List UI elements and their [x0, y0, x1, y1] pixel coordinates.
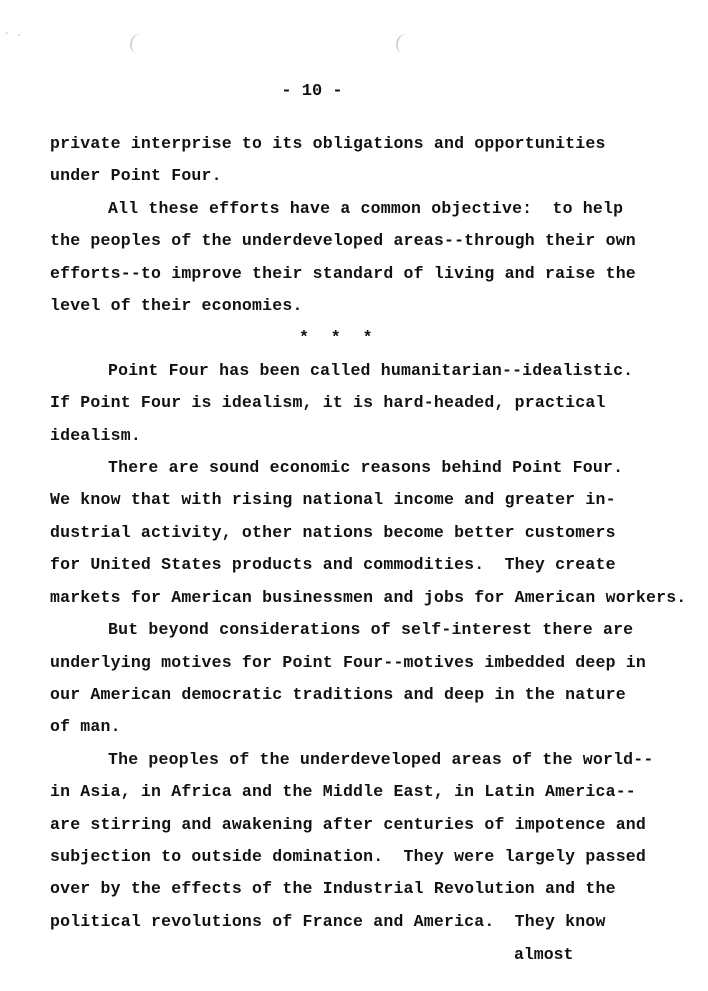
- text-line: There are sound economic reasons behind Point Four.: [108, 458, 624, 478]
- text-line: under Point Four.: [50, 166, 222, 186]
- text-line: efforts--to improve their standard of living and raise the: [50, 263, 636, 283]
- text-line: subjection to outside domination. They were largely passed: [50, 846, 646, 866]
- text-line: level of their economies.: [50, 296, 303, 316]
- text-line: the peoples of the underdeveloped areas--through their own: [50, 231, 636, 251]
- document-body: [50, 128, 690, 938]
- section-divider: * * *: [299, 328, 379, 348]
- text-line: private interprise to its obligations and opportunities: [50, 134, 606, 153]
- text-line: The peoples of the underdeveloped areas of the world--: [108, 749, 654, 769]
- text-line: All these efforts have a common objective: to help: [108, 198, 624, 218]
- text-line: idealism.: [50, 425, 141, 445]
- punch-hole-right: [394, 32, 416, 55]
- text-line: of man.: [50, 717, 121, 737]
- text-line: political revolutions of France and America. They know: [50, 911, 606, 931]
- text-line: Point Four has been called humanitarian--idealistic.: [108, 360, 634, 380]
- text-line: underlying motives for Point Four--motives imbedded deep in: [50, 652, 646, 672]
- page-number: - 10 -: [281, 82, 343, 101]
- text-line: markets for American businessmen and jobs for American workers.: [50, 587, 687, 607]
- text-line: We know that with rising national income and greater in-: [50, 490, 616, 510]
- text-line: our American democratic traditions and deep in the nature: [50, 684, 626, 704]
- text-line: If Point Four is idealism, it is hard-headed, practical: [50, 393, 606, 413]
- continuation-word: almost: [514, 945, 574, 964]
- text-line: are stirring and awakening after centuries of impotence and: [50, 814, 646, 834]
- text-line: dustrial activity, other nations become better customers: [50, 522, 616, 542]
- text-line: in Asia, in Africa and the Middle East, in Latin America--: [50, 782, 636, 802]
- text-line: over by the effects of the Industrial Revolution and the: [50, 879, 616, 899]
- scan-mark: - .: [4, 29, 23, 40]
- text-line: for United States products and commodities. They create: [50, 555, 616, 575]
- punch-hole-left: [128, 32, 150, 55]
- text-line: But beyond considerations of self-interest there are: [108, 620, 634, 640]
